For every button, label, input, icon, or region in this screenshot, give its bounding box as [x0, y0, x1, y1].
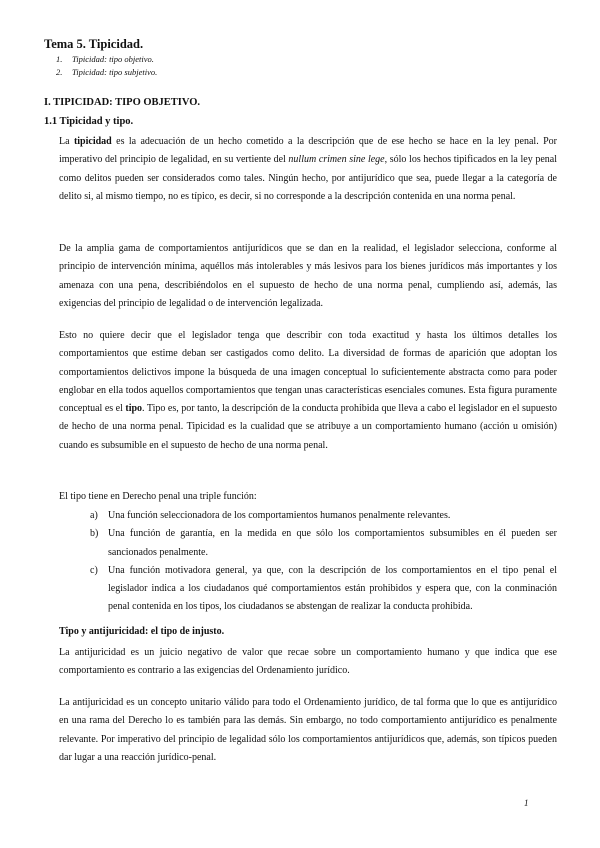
list-item: b) Una función de garantía, en la medida en que sólo los comportamientos subsumibles en él pueden ser sancionados penalmente.	[90, 528, 557, 558]
table-of-contents	[56, 53, 157, 79]
paragraph-concepto-unitario: La antijuricidad es un concepto unitario válido para todo el Ordenamiento jurídico, de tal forma que lo que es antijurídico en una rama del Derecho lo es también para las demás. Sin embargo, no todo comportamiento antijurídico es penalmente relevante. Por imperativo del principio de legalidad sólo los comportamientos antijurídicos que, además, son típicos pueden dar lugar a una reacción jurídico-penal.	[59, 697, 557, 763]
list-item: a) Una función seleccionadora de los comportamientos humanos penalmente relevantes.	[90, 510, 451, 521]
document-title: Tema 5. Tipicidad.	[44, 37, 144, 51]
paragraph-antijuricidad: La antijuricidad es un juicio negativo de valor que recae sobre un comportamiento humano y que indica que ese comportamiento es contrario a las exigencias del Ordenamiento jurídico.	[59, 647, 557, 677]
toc-item: 2. Tipicidad: tipo subjetivo.	[56, 67, 158, 77]
subsection-heading: Tipo y antijuricidad: el tipo de injusto.	[59, 626, 225, 637]
paragraph-intervencion-minima: De la amplia gama de comportamientos antijurídicos que se dan en la realidad, el legislador selecciona, conforme al principio de intervención mínima, aquéllos más intolerables y más lesivos para los bienes jurídicos más importantes y los amenaza con una pena, describiéndolos en el supuesto de hecho de una norma penal, cumpliendo así, además, las exigencias del principio de legalidad o de intervención legalizada.	[59, 243, 557, 309]
subsection-heading: 1.1 Tipicidad y tipo.	[44, 116, 134, 127]
paragraph-tipo: Esto no quiere decir que el legislador tenga que describir con toda exactitud y hasta los últimos detalles los comportamientos que estime deban ser castigados como delito. La diversidad de formas de aparición que adoptan los comportamientos delictivos impone la búsqueda de una imagen conceptual lo suficientemente abstracta como para poder englobar en ella todos aquellos comportamientos que tengan unas características esenciales comunes. Esta figura puramente conceptual es el tipo. Tipo es, por tanto, la descripción de la conducta prohibida que lleva a cabo el legislador en el supuesto de hecho de una norma penal. Tipicidad es la cualidad que se atribuye a un comportamiento humano (acción u omisión) cuando es subsumible en el supuesto de hecho de una norma penal.	[59, 330, 558, 451]
list-item: c) Una función motivadora general, ya que, con la descripción de los comportamientos en el tipo penal el legislador indica a los ciudadanos qué comportamientos están prohibidos y espera que, con la conminación penal contenida en los tipos, los ciudadanos se abstengan de realizar la conducta prohibida.	[90, 564, 557, 613]
section-heading: I. TIPICIDAD: TIPO OBJETIVO.	[44, 97, 201, 108]
toc-item: 1. Tipicidad: tipo objetivo.	[56, 54, 154, 64]
paragraph-triple-funcion: El tipo tiene en Derecho penal una triple función:	[59, 491, 257, 502]
page-number: 1	[524, 798, 529, 808]
function-list	[90, 507, 557, 617]
paragraph-tipicidad: La tipicidad es la adecuación de un hecho cometido a la descripción que de ese hecho se hace en la ley penal. Por imperativo del principio de legalidad, en su vertiente del nullum crimen sine lege, sólo los hechos tipificados en la ley penal como delitos pueden ser considerados como tales. Ningún hecho, por antijurídico que sea, puede llegar a la categoría de delito si, al mismo tiempo, no es típico, es decir, si no corresponde a la descripción contenida en una norma penal.	[59, 136, 557, 202]
